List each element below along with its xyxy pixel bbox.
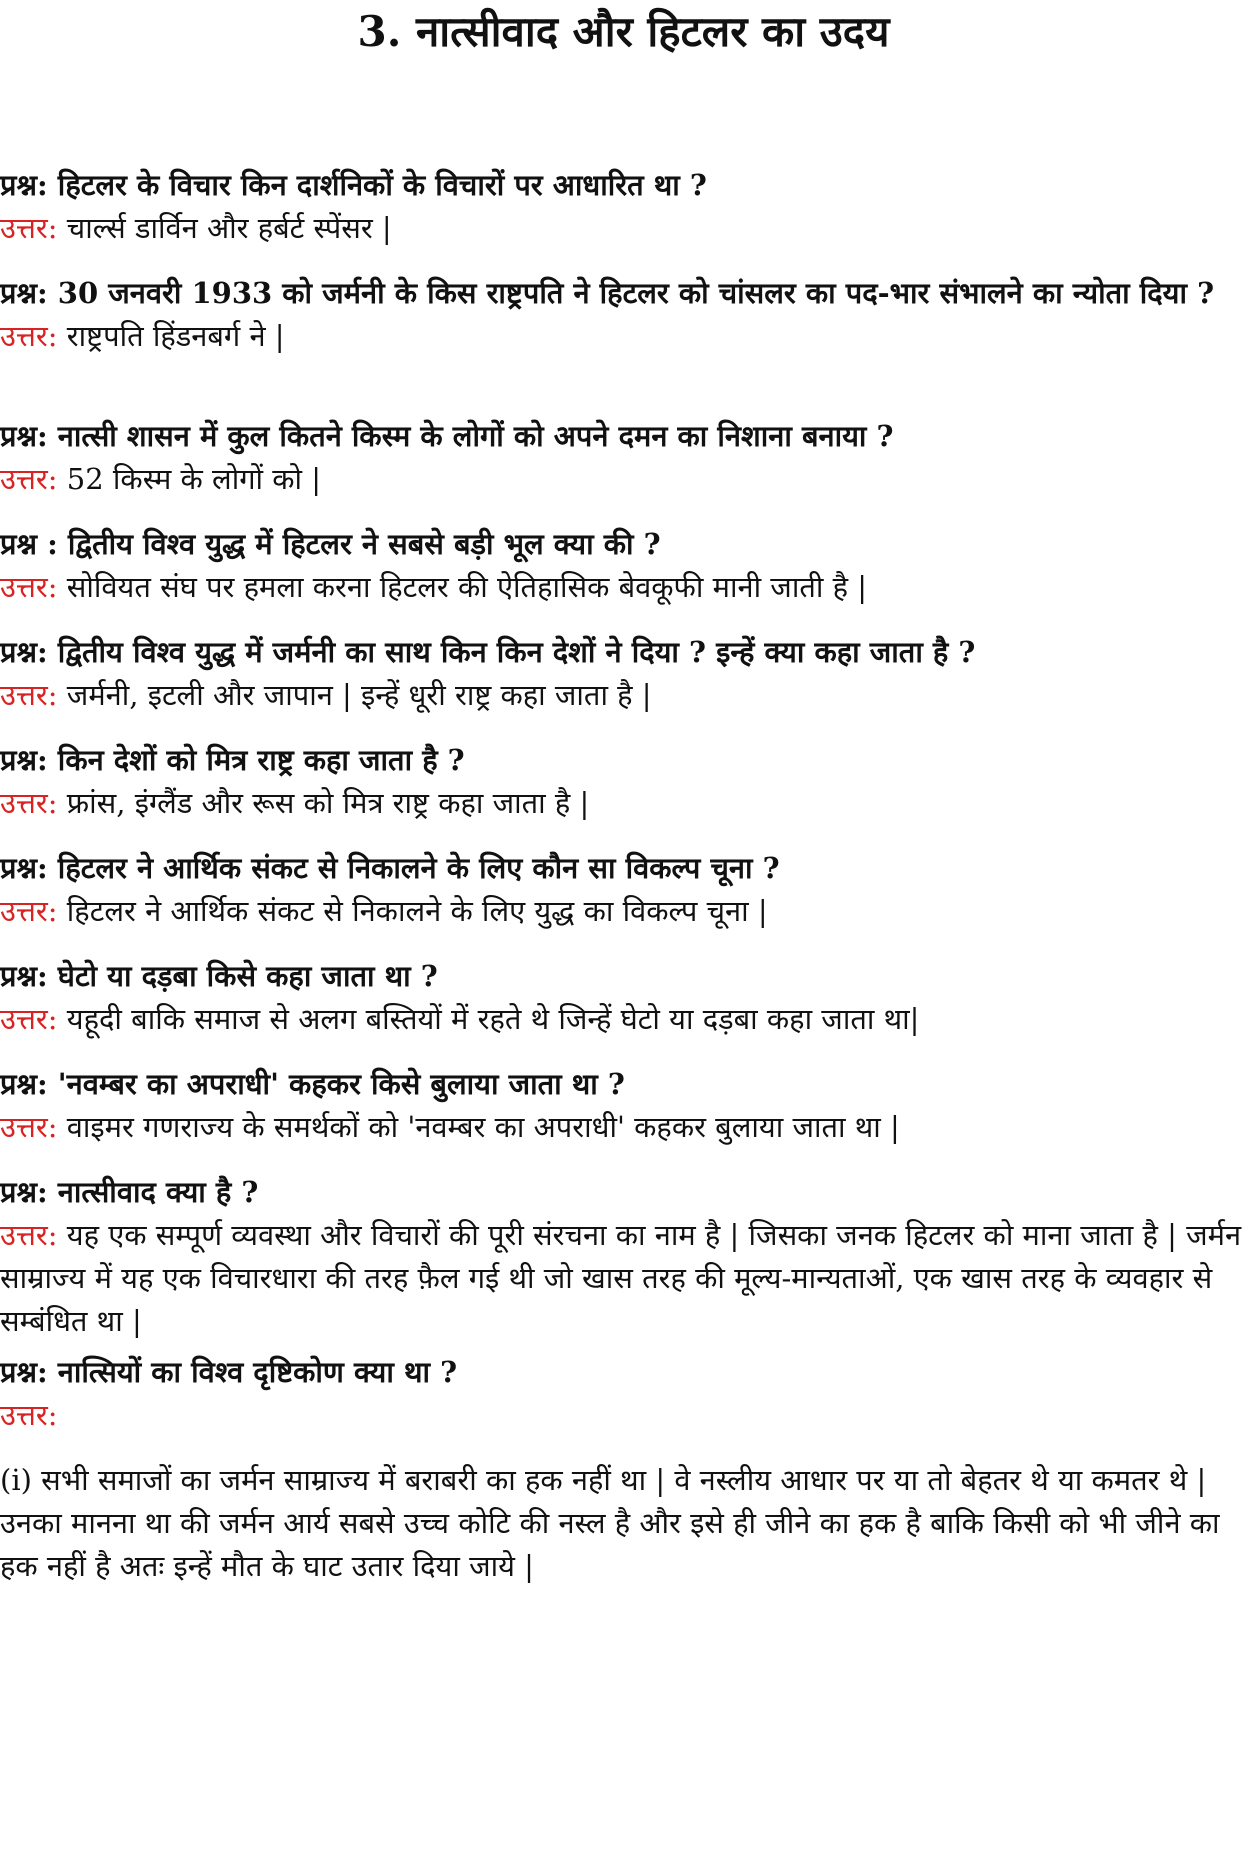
answer	[0, 315, 1245, 358]
qa-item-8	[0, 955, 1245, 1041]
answer	[0, 1394, 1245, 1437]
answer-label: उत्तर:	[0, 211, 58, 245]
answer	[0, 1106, 1245, 1149]
answer	[0, 207, 1245, 250]
question-text: प्रश्न: 'नवम्बर का अपराधी' कहकर किसे बुलाया जाता था ?	[0, 1067, 625, 1101]
qa-item-7	[0, 847, 1245, 933]
answer-label: उत्तर:	[0, 786, 58, 820]
answer-text: चार्ल्स डार्विन और हर्बर्ट स्पेंसर |	[57, 211, 392, 245]
answer-text: हिटलर ने आर्थिक संकट से निकालने के लिए युद्ध का विकल्प चूना |	[57, 894, 768, 928]
answer-label: उत्तर:	[0, 570, 58, 604]
answer-label: उत्तर:	[0, 319, 58, 353]
answer-label: उत्तर:	[0, 462, 58, 496]
question-text: प्रश्न: 30 जनवरी 1933 को जर्मनी के किस राष्ट्रपति ने हिटलर को चांसलर का पद-भार संभालने का न्योता दिया ?	[0, 276, 1215, 310]
qa-item-5	[0, 631, 1245, 717]
question-text: प्रश्न: द्वितीय विश्व युद्ध में जर्मनी का साथ किन किन देशों ने दिया ? इन्हें क्या कहा जाता है ?	[0, 635, 976, 669]
answer-text: राष्ट्रपति हिंडनबर्ग ने |	[57, 319, 285, 353]
answer-label: उत्तर:	[0, 1218, 58, 1252]
answer-text: 52 किस्म के लोगों को |	[57, 462, 322, 496]
answer-text: जर्मनी, इटली और जापान | इन्हें धूरी राष्ट्र कहा जाता है |	[57, 678, 652, 712]
qa-item-6	[0, 739, 1245, 825]
question-text: प्रश्न: नात्सी शासन में कुल कितने किस्म के लोगों को अपने दमन का निशाना बनाया ?	[0, 419, 894, 453]
answer-point-1: (i) सभी समाजों का जर्मन साम्राज्य में बराबरी का हक नहीं था | वे नस्लीय आधार पर या तो बेहतर थे या कमतर थे | उनका मानना था की जर्मन आर्य सबसे उच्च कोटि की नस्ल है और इसे ही जीने का हक है बाकि किसी को भी जीने का हक नहीं है अतः इन्हें मौत के घाट उतार दिया जाये |	[0, 1463, 1220, 1583]
question-text: प्रश्न: नात्सियों का विश्व दृष्टिकोण क्या था ?	[0, 1355, 458, 1389]
question-text: प्रश्न: किन देशों को मित्र राष्ट्र कहा जाता है ?	[0, 743, 465, 777]
answer	[0, 890, 1245, 933]
question-text: प्रश्न: घेटो या दड़बा किसे कहा जाता था ?	[0, 959, 438, 993]
answer	[0, 458, 1245, 501]
qa-item-11	[0, 1351, 1245, 1437]
answer-label: उत्तर:	[0, 1398, 58, 1432]
answer-label: उत्तर:	[0, 678, 58, 712]
qa-item-9	[0, 1063, 1245, 1149]
page-title: 3. नात्सीवाद और हिटलर का उदय	[357, 7, 890, 56]
question-text: प्रश्न: हिटलर के विचार किन दार्शनिकों के विचारों पर आधारित था ?	[0, 168, 707, 202]
question-text: प्रश्न : द्वितीय विश्व युद्ध में हिटलर ने सबसे बड़ी भूल क्या की ?	[0, 527, 661, 561]
answer-text: यह एक सम्पूर्ण व्यवस्था और विचारों की पूरी संरचना का नाम है | जिसका जनक हिटलर को माना जाता है | जर्मन साम्राज्य में यह एक विचारधारा की तरह फ़ैल गई थी जो खास तरह की मूल्य-मान्यताओं, एक खास तरह के व्यवहार से सम्बंधित था |	[0, 1218, 1242, 1338]
answer-text: सोवियत संघ पर हमला करना हिटलर की ऐतिहासिक बेवकूफी मानी जाती है |	[57, 570, 867, 604]
qa-item-4	[0, 523, 1245, 609]
qa-item-3	[0, 415, 1245, 501]
question-text: प्रश्न: हिटलर ने आर्थिक संकट से निकालने के लिए कौन सा विकल्प चूना ?	[0, 851, 780, 885]
answer	[0, 998, 1245, 1041]
answer	[0, 566, 1245, 609]
answer-text: यहूदी बाकि समाज से अलग बस्तियों में रहते थे जिन्हें घेटो या दड़बा कहा जाता था|	[57, 1002, 920, 1036]
answer-text: फ्रांस, इंग्लैंड और रूस को मित्र राष्ट्र कहा जाता है |	[57, 786, 590, 820]
answer	[0, 674, 1245, 717]
qa-item-1	[0, 164, 1245, 250]
answer	[0, 782, 1245, 825]
answer-label: उत्तर:	[0, 1110, 58, 1144]
answer	[0, 1214, 1245, 1343]
answer-label: उत्तर:	[0, 1002, 58, 1036]
question-text: प्रश्न: नात्सीवाद क्या है ?	[0, 1175, 259, 1209]
qa-item-2	[0, 272, 1245, 358]
answer-text: वाइमर गणराज्य के समर्थकों को 'नवम्बर का अपराधी' कहकर बुलाया जाता था |	[57, 1110, 900, 1144]
qa-item-10	[0, 1171, 1245, 1343]
answer-label: उत्तर:	[0, 894, 58, 928]
